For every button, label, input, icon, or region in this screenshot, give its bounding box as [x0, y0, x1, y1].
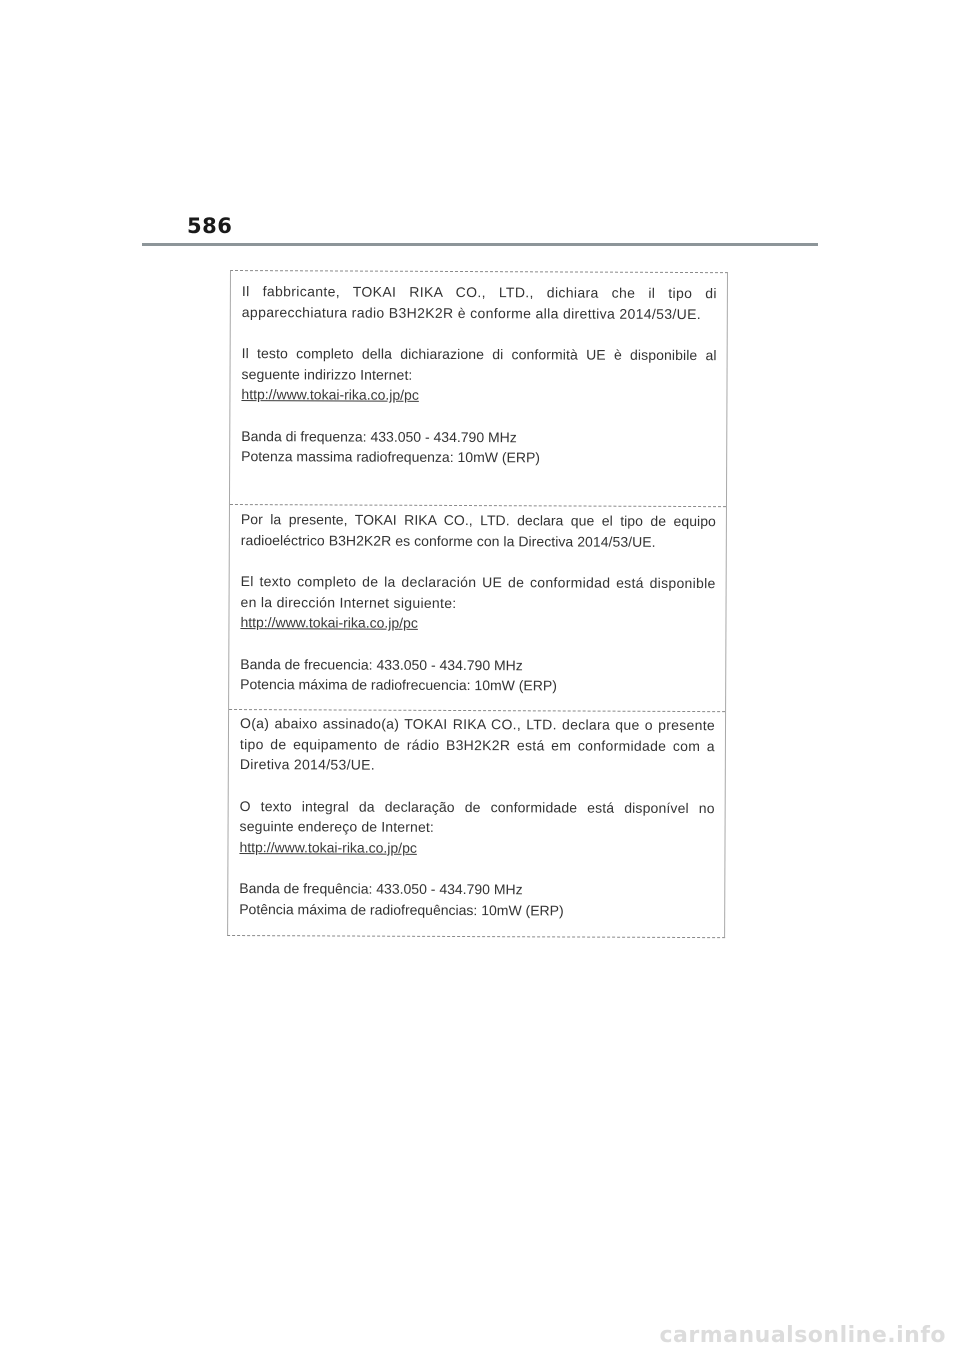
- frequency-band-text: Banda di frequenza: 433.050 - 434.790 MHz: [241, 427, 517, 445]
- section-portuguese: [228, 713, 725, 921]
- section-divider: [230, 504, 726, 507]
- section-italian: [230, 281, 727, 469]
- availability-paragraph: El texto completo de la declaración UE de conformidad está disponible en la dirección Internet siguiente:: [240, 573, 716, 611]
- availability-paragraph: Il testo completo della dichiarazione di conformità UE è disponibile al seguente indirizzo Internet:: [241, 345, 717, 383]
- max-power-text: Potenza massima radiofrequenza: 10mW (ERP): [241, 448, 541, 466]
- section-divider: [229, 709, 725, 712]
- declaration-paragraph: Por la presente, TOKAI RIKA CO., LTD. declara que el tipo de equipo radioeléctrico B3H2K2R es conforme con la Directiva 2014/53/UE.: [240, 511, 716, 550]
- max-power-text: Potencia máxima de radiofrecuencia: 10mW (ERP): [240, 676, 557, 694]
- availability-paragraph: O texto integral da declaração de conformidade está disponível no seguinte endereço de Internet:: [239, 797, 715, 835]
- declaration-box: [227, 270, 728, 938]
- section-spanish: [229, 509, 726, 697]
- header-rule: [142, 243, 818, 246]
- max-power-text: Potência máxima de radiofrequências: 10mW (ERP): [239, 900, 564, 918]
- declaration-link[interactable]: http://www.tokai-rika.co.jp/pc: [241, 386, 419, 403]
- page-number: 586: [187, 214, 233, 238]
- declaration-link[interactable]: http://www.tokai-rika.co.jp/pc: [240, 614, 418, 631]
- declaration-paragraph: O(a) abaixo assinado(a) TOKAI RIKA CO., LTD. declara que o presente tipo de equipamento de rádio B3H2K2R está em conformidade com a Diretiva 2014/53/UE.: [239, 715, 716, 773]
- frequency-band-text: Banda de frecuencia: 433.050 - 434.790 MHz: [240, 655, 523, 673]
- watermark: carmanualsonline.info: [659, 1323, 946, 1348]
- frequency-band-text: Banda de frequência: 433.050 - 434.790 MHz: [239, 880, 523, 898]
- declaration-paragraph: Il fabbricante, TOKAI RIKA CO., LTD., dichiara che il tipo di apparecchiatura radio B3H2K2R è conforme alla direttiva 2014/53/UE.: [241, 283, 717, 322]
- declaration-link[interactable]: http://www.tokai-rika.co.jp/pc: [239, 838, 417, 856]
